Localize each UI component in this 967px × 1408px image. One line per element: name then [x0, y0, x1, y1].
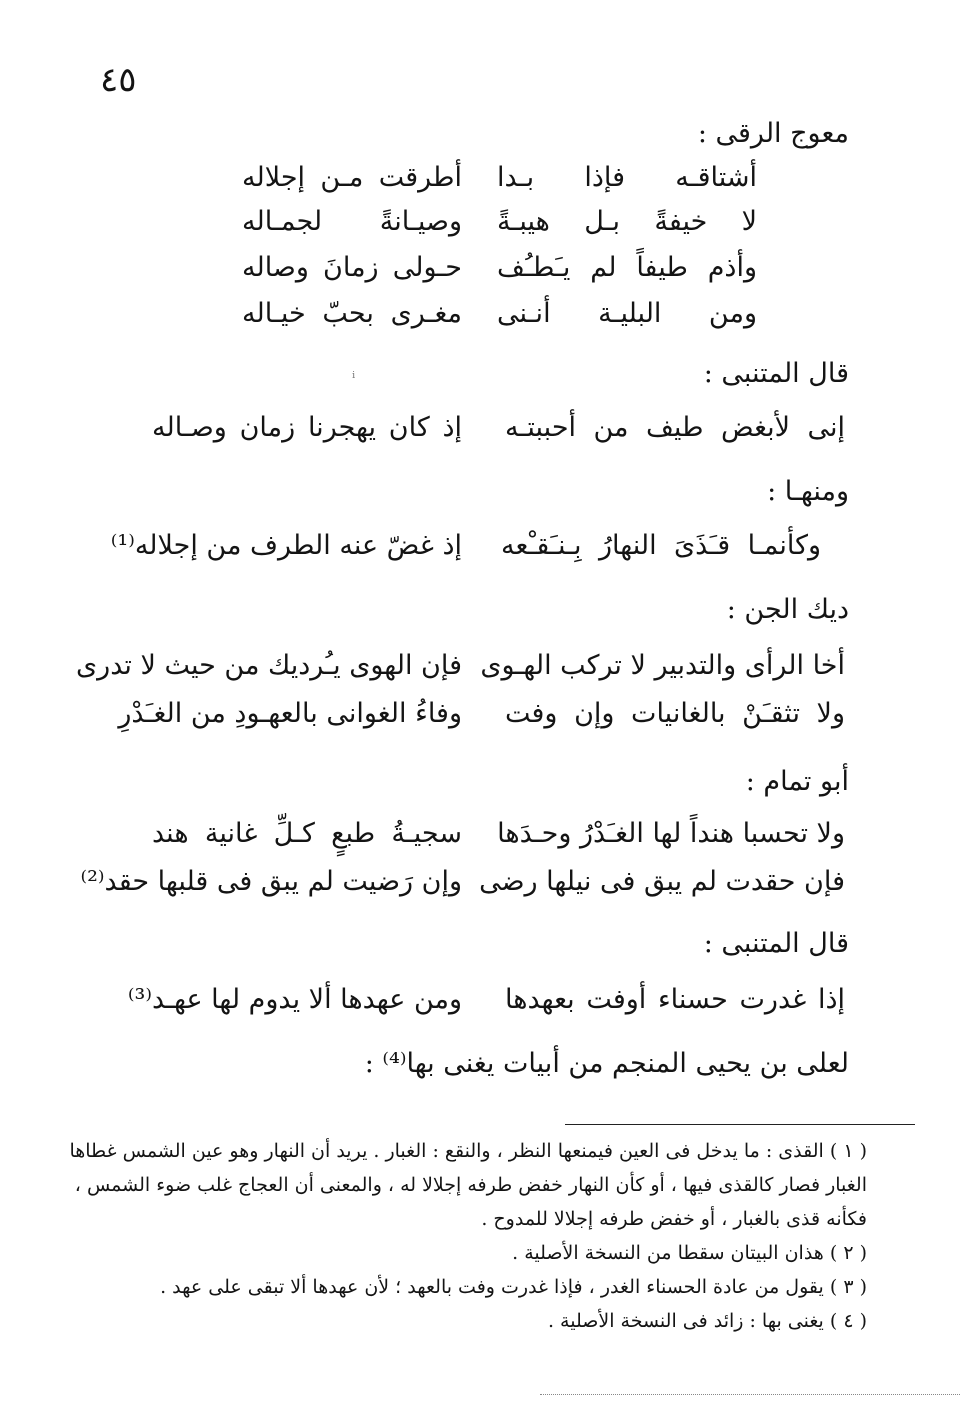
verse-line	[0, 644, 967, 688]
footnote-line: ( ٤ ) يغنى بها : زائد فى النسخة الأصلية .	[547, 1310, 867, 1332]
verse-first-hemistich: وكأنمـا قـَذَىَ النهارُ بِـنـَقـْعه	[501, 530, 821, 561]
verse-line	[0, 524, 967, 568]
verse-first-hemistich: إنى لأبغض طيف من أحببتـه	[505, 412, 845, 443]
verse-first-hemistich: وأذم طيفاً لم يـَطـُف	[497, 252, 757, 283]
section-heading: ديك الجن :	[726, 594, 849, 625]
section-heading: أبو تمام :	[745, 766, 849, 797]
verse-line	[0, 246, 967, 290]
verse-line	[0, 692, 967, 736]
verse-second-hemistich: إذ غضّ عنه الطرف من إجلاله⁽¹⁾	[110, 530, 462, 561]
section-heading: قال المتنبى :	[703, 928, 849, 959]
footnote-line: ( ٢ ) هذان البيتان سقطا من النسخة الأصلية .	[512, 1242, 867, 1264]
verse-first-hemistich: أخا الرأى والتدبير لا تركب الهـوى	[480, 650, 845, 681]
verse-line	[0, 292, 967, 336]
section-heading: لعلى بن يحيى المنجم من أبيات يغنى بها⁽⁴⁾ :	[364, 1048, 849, 1079]
footnote-line: ( ٣ ) يقول من عادة الحسناء الغدر ، فإذا غدرت وفت بالعهد ؛ لأن عهدها ألا تبقى على عهد .	[160, 1276, 867, 1298]
verse-second-hemistich: إذ كان يهجرنا زمان وصـاله	[152, 412, 462, 443]
verse-second-hemistich: ومن عهدها ألا يدوم لها عهـد⁽³⁾	[127, 984, 462, 1015]
verse-line	[0, 812, 967, 856]
footnote-divider	[565, 1124, 915, 1125]
verse-line	[0, 406, 967, 450]
verse-first-hemistich: إذا غدرت حسناء أوفت بعهدها	[505, 984, 845, 1015]
page-number: ٤٥	[100, 60, 137, 100]
verse-first-hemistich: ولا تثقـَنْ بالغانيات وإن وفت	[505, 698, 845, 729]
scan-edge-dots	[540, 1394, 960, 1395]
verse-second-hemistich: حـولى زمانَ وصاله	[242, 252, 462, 283]
print-speck: ⁱ	[352, 368, 356, 387]
verse-second-hemistich: مغـرى بحبّ خيـاله	[242, 298, 462, 329]
footnote-line: فكأنه قذى بالغبار ، أو خفض طرفه إجلالا للمدوح .	[481, 1208, 867, 1230]
verse-first-hemistich: أشتاقـه فإذا بـدا	[497, 162, 757, 193]
section-heading: معوج الرقى :	[697, 118, 849, 149]
verse-second-hemistich: وصيـانةً لجمـاله	[242, 206, 462, 237]
verse-second-hemistich: وفاءُ الغوانى بالعهـودِ من الغـَدْرِ	[118, 698, 462, 729]
footnote-line: ( ١ ) القذى : ما يدخل فى العين فيمنعها النظر ، والنقع : الغبار . يريد أن النهار وهو عين الشمس غطاها	[69, 1140, 867, 1162]
section-heading: ومنهـا :	[767, 476, 849, 507]
verse-first-hemistich: ولا تحسبا هنداً لها الغـَدْرُ وحـدَها	[497, 818, 845, 849]
verse-line	[0, 156, 967, 200]
verse-first-hemistich: ومن البليـة أنـنى	[497, 298, 757, 329]
verse-line	[0, 200, 967, 244]
verse-first-hemistich: فإن حقدت لم يبق فى نيلها رضى	[479, 866, 845, 897]
footnote-line: الغبار فصار كالقذى فيها ، أو كأن النهار خفض طرفه إجلالا له ، والمعنى أن العجاج غلب ضوء الشمس ،	[74, 1174, 867, 1196]
verse-line	[0, 860, 967, 904]
section-heading: قال المتنبى :	[703, 358, 849, 389]
verse-second-hemistich: وإن رَضيت لم يبق فى قلبها حقد⁽²⁾	[80, 866, 462, 897]
verse-second-hemistich: سجيـةُ طبعٍ كـلِّ غانية هند	[152, 818, 462, 849]
verse-line	[0, 978, 967, 1022]
verse-second-hemistich: فإن الهوى يـُرديك من حيث لا تدرى	[76, 650, 462, 681]
verse-first-hemistich: لا خيفةً بـل هيبـةً	[497, 206, 757, 237]
verse-second-hemistich: أطرقت مـن إجلاله	[242, 162, 462, 193]
